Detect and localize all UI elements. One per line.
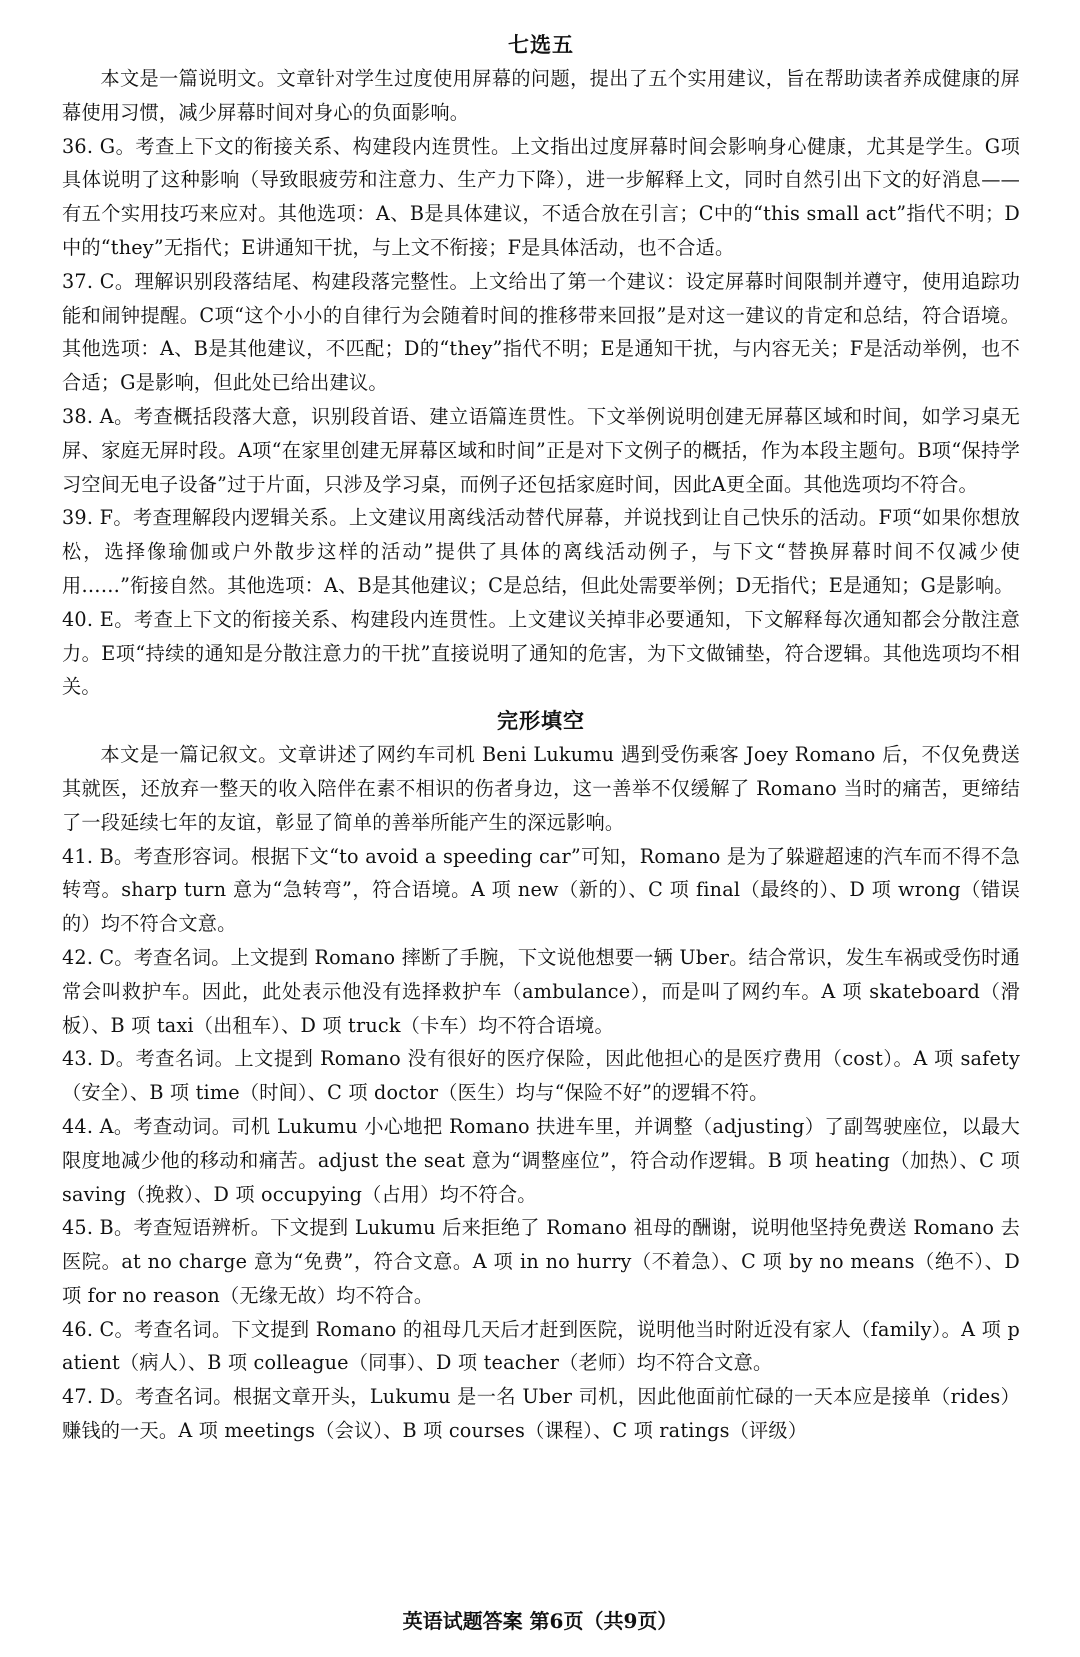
answer-item-39: 39. F。考查理解段内逻辑关系。上文建议用离线活动替代屏幕，并说找到让自己快乐的活动。F项“如果你想放松，选择像瑜伽或户外散步这样的活动”提供了具体的离线活动例子，与下文“替换屏幕时间不仅减少使用……”衔接自然。其他选项：A、B是其他建议；C是总结，但此处需要举例；D无指代；E是通知；G是影响。 <box>62 506 1020 597</box>
section-intro: 本文是一篇说明文。文章针对学生过度使用屏幕的问题，提出了五个实用建议，旨在帮助读者养成健康的屏幕使用习惯，减少屏幕时间对身心的负面影响。 <box>62 67 1020 124</box>
answer-item-43: 43. D。考查名词。上文提到 Romano 没有很好的医疗保险，因此他担心的是医疗费用（cost）。A 项 safety（安全）、B 项 time（时间）、C 项 doctor（医生）均与“保险不好”的逻辑不符。 <box>62 1047 1020 1105</box>
section-title-cloze: 完形填空 <box>497 708 585 734</box>
answer-item-46: 46. C。考查名词。下文提到 Romano 的祖母几天后才赶到医院，说明他当时附近没有家人（family）。A 项 patient（病人）、B 项 colleague（同事）、D 项 teacher（老师）均不符合文意。 <box>62 1317 1020 1375</box>
answer-item-42: 42. C。考查名词。上文提到 Romano 摔断了手腕，下文说他想要一辆 Uber。结合常识，发生车祸或受伤时通常会叫救护车。因此，此处表示他没有选择救护车（ambulance），而是叫了网约车。A 项 skateboard（滑板）、B 项 taxi（出租车）、D 项 truck（卡车）均不符合语境。 <box>62 945 1020 1037</box>
answer-item-38: 38. A。考查概括段落大意，识别段首语、建立语篇连贯性。下文举例说明创建无屏幕区域和时间，如学习桌无屏、家庭无屏时段。A项“在家里创建无屏幕区域和时间”正是对下文例子的概括，作为本段主题句。B项“保持学习空间无电子设备”过于片面，只涉及学习桌，而例子还包括家庭时间，因此A更全面。其他选项均不符合。 <box>62 404 1020 496</box>
answer-item-37: 37. C。理解识别段落结尾、构建段落完整性。上文给出了第一个建议：设定屏幕时间限制并遵守，使用追踪功能和闹钟提醒。C项“这个小小的自律行为会随着时间的推移带来回报”是对这一建议的肯定和总结，符合语境。其他选项：A、B是其他建议，不匹配；D的“they”指代不明；E是通知干扰，与内容无关；F是活动举例，也不合适；G是影响，但此处已给出建议。 <box>62 269 1020 395</box>
section-intro: 本文是一篇记叙文。文章讲述了网约车司机 Beni Lukumu 遇到受伤乘客 Joey Romano 后，不仅免费送其就医，还放弃一整天的收入陪伴在素不相识的伤者身边，这一善举不仅缓解了 Romano 当时的痛苦，更缔结了一段延续七年的友谊，彰显了简单的善举所能产生的深远影响。 <box>62 743 1020 834</box>
answer-item-45: 45. B。考查短语辨析。下文提到 Lukumu 后来拒绝了 Romano 祖母的酬谢，说明他坚持免费送 Romano 去医院。at no charge 意为“免费”，符合文意。A 项 in no hurry（不着急）、C 项 by no means（绝不）、D 项 for no reason（无缘无故）均不符合。 <box>62 1216 1020 1307</box>
answer-item-40: 40. E。考查上下文的衔接关系、构建段内连贯性。上文建议关掉非必要通知，下文解释每次通知都会分散注意力。E项“持续的通知是分散注意力的干扰”直接说明了通知的危害，为下文做铺垫，符合逻辑。其他选项均不相关。 <box>62 607 1020 699</box>
page-footer: 英语试题答案 第6页（共9页） <box>402 1609 678 1633</box>
answer-item-47: 47. D。考查名词。根据文章开头，Lukumu 是一名 Uber 司机，因此他面前忙碌的一天本应是接单（rides）赚钱的一天。A 项 meetings（会议）、B 项 courses（课程）、C 项 ratings（评级） <box>62 1385 1020 1443</box>
answer-item-36: 36. G。考查上下文的衔接关系、构建段内连贯性。上文指出过度屏幕时间会影响身心健康，尤其是学生。G项具体说明了这种影响（导致眼疲劳和注意力、生产力下降），进一步解释上文，同时自然引出下文的好消息——有五个实用技巧来应对。其他选项：A、B是具体建议，不适合放在引言；C中的“this small act”指代不明；D中的“they”无指代；E讲通知干扰，与上文不衔接；F是具体活动，也不合适。 <box>62 134 1020 259</box>
answer-item-44: 44. A。考查动词。司机 Lukumu 小心地把 Romano 扶进车里，并调整（adjusting）了副驾驶座位，以最大限度地减少他的移动和痛苦。adjust the seat 意为“调整座位”，符合动作逻辑。B 项 heating（加热）、C 项 saving（挽救）、D 项 occupying（占用）均不符合。 <box>62 1114 1020 1206</box>
answer-item-41: 41. B。考查形容词。根据下文“to avoid a speeding car”可知，Romano 是为了躲避超速的汽车而不得不急转弯。sharp turn 意为“急转弯”，符合语境。A 项 new（新的）、C 项 final（最终的）、D 项 wrong（错误的）均不符合文意。 <box>62 844 1020 936</box>
section-title-seven-choose-five: 七选五 <box>508 32 574 57</box>
answer-page <box>62 28 1020 1628</box>
